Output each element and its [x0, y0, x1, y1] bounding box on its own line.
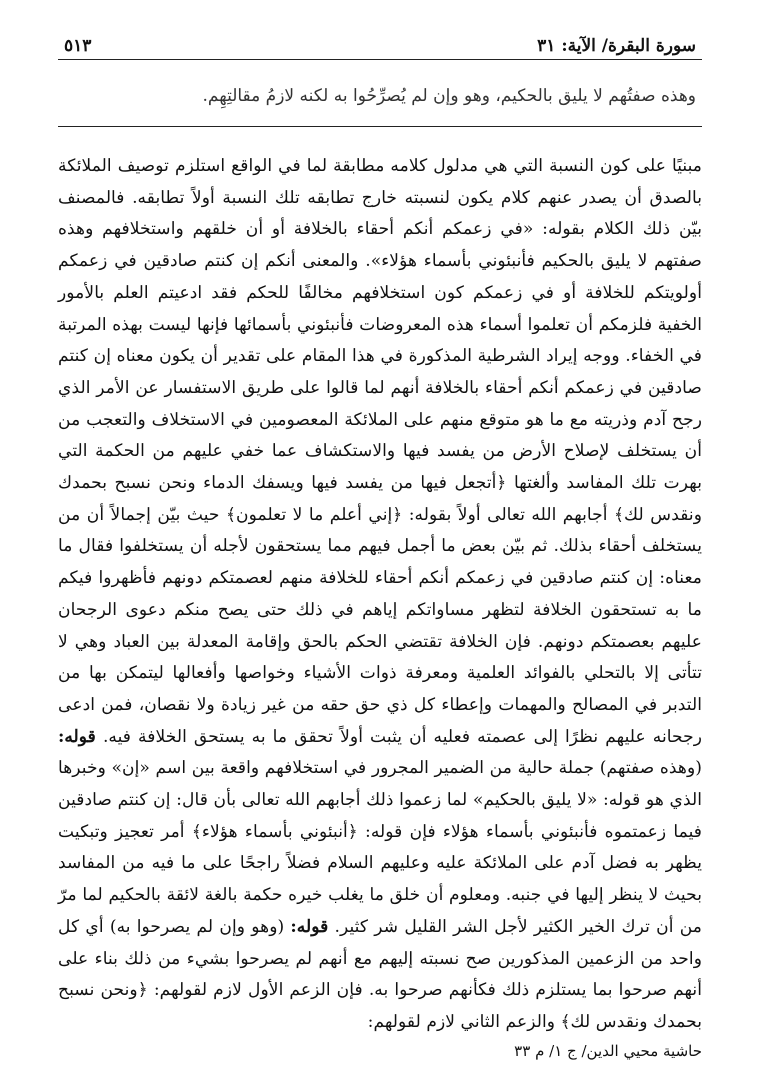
document-page	[58, 26, 702, 1063]
page-number: ٥١٣	[64, 36, 92, 56]
commentary-text-1: مبنيًا على كون النسبة التي هي مدلول كلامه مطابقة لما في الواقع استلزم توصيف الملائكة بالصدق أن يصدر عنهم كلام يكون لنسبته خارج تطابقه تلك النسبة أولاً تطابقه. فالمصنف بيّن ذلك الكلام بقوله: «في زعمكم أنكم أحقاء بالخلافة أو أن خلقهم واستخلافهم وهذه صفتهم لا يليق بالحكيم فأنبئوني بأسماء هؤلاء». والمعنى أنكم إن كنتم صادقين في زعمكم أولويتكم للخلافة أو في زعمكم كون استخلافهم مخالفًا للحكم فقد ادعيتم العلم بالأمور الخفية فلزمكم أن تعلموا أسماء هذه المعروضات فأنبئوني بأسمائها فإنها ليست بهذه المرتبة في الخفاء. ووجه إيراد الشرطية المذكورة في هذا المقام على تقدير أن يكون معناه إن كنتم صادقين في زعمكم أنكم أحقاء بالخلافة أنهم لما قالوا على طريق الاستفسار عن الأمر الذي رجح آدم وذريته مع ما هو متوقع منهم على الملائكة المعصومين في الاستخلاف والتعجب من أن يستخلف لإصلاح الأرض من يفسد فيها والاستكشاف عما خفي عليهم من الحكمة التي بهرت تلك المفاسد وألغتها ﴿أتجعل فيها من يفسد فيها ويسفك الدماء ونحن نسبح بحمدك ونقدس لك﴾ أجابهم الله تعالى أولاً بقوله: ﴿إني أعلم ما لا تعلمون﴾ حيث بيّن إجمالاً أن من يستخلف أحقاء بذلك. ثم بيّن بعض ما أجمل فيهم مما يستحقون لأجله أن يستخلفوا فقال ما معناه: إن كنتم صادقين في زعمكم أنكم أحقاء للخلافة منهم لعصمتكم دونهم فأظهروا فيكم ما به تستحقون الخلافة لتظهر مساواتكم إياهم في ذلك حتى يصح منكم دعوى الرجحان عليهم بعصمتكم دونهم. فإن الخلافة تقتضي الحكم بالحق وإقامة المعدلة بين العباد وهي لا تتأتى إلا بالتحلي بالفوائد العلمية ومعرفة ذوات الأشياء وخواصها وأفعالها ليتمكن بها من التدبر في المصالح والمهمات وإعطاء كل ذي حق حقه من غير زيادة ولا نقصان، فمن ادعى رجحانه عليهم نظرًا إلى عصمته فعليه أن يثبت أولاً تحقق ما به يستحق الخلافة فيه.	[58, 156, 702, 747]
commentary-text-3: (وهو وإن لم يصرحوا به) أي كل واحد من الزعمين المذكورين صح نسبته إليهم مع أنهم لم يصرحوا بشيء من ذلك بناء على أنهم صرحوا بما يستلزم ذلك فكأنهم صرحوا به. فإن الزعم الأول لازم لقولهم: ﴿ونحن نسبح بحمدك ونقدس لك﴾ والزعم الثاني لازم لقولهم:	[58, 916, 702, 1032]
commentary-text-2: (وهذه صفتهم) جملة حالية من الضمير المجرور في استخلافهم واقعة بين اسم «إن» وخبرها الذي هو قوله: «لا يليق بالحكيم» لما زعموا ذلك أجابهم الله تعالى بأن قال: إن كنتم صادقين فيما زعمتموه فأنبئوني بأسماء هؤلاء فإن قوله: ﴿أنبئوني بأسماء هؤلاء﴾ أمر تعجيز وتبكيت يظهر به فضل آدم على الملائكة عليه وعليهم السلام فضلاً راجحًا على ما فيه من المفاسد بحيث لا ينظر إليها في جنبه. ومعلوم أن خلق ما يغلب خيره حكمة بالغة لائقة بالحكيم لما مرّ من أن ترك الخير الكثير لأجل الشر القليل شر كثير.	[58, 758, 702, 937]
volume-signature: حاشية محيي الدين/ ج ١/ م ٣٣	[514, 1041, 702, 1060]
surah-verse-title: سورة البقرة/ الآية: ٣١	[537, 36, 696, 56]
commentary-paragraph	[58, 151, 702, 1039]
running-header	[58, 26, 702, 60]
commentary-body	[58, 151, 702, 1063]
qualifier-label-2: قوله:	[290, 916, 329, 937]
base-text-excerpt: وهذه صفتُهم لا يليق بالحكيم، وهو وإن لم يُصرِّحُوا به لكنه لازمُ مقالتِهِم.	[58, 60, 702, 127]
qualifier-label-1: قوله:	[58, 726, 96, 747]
